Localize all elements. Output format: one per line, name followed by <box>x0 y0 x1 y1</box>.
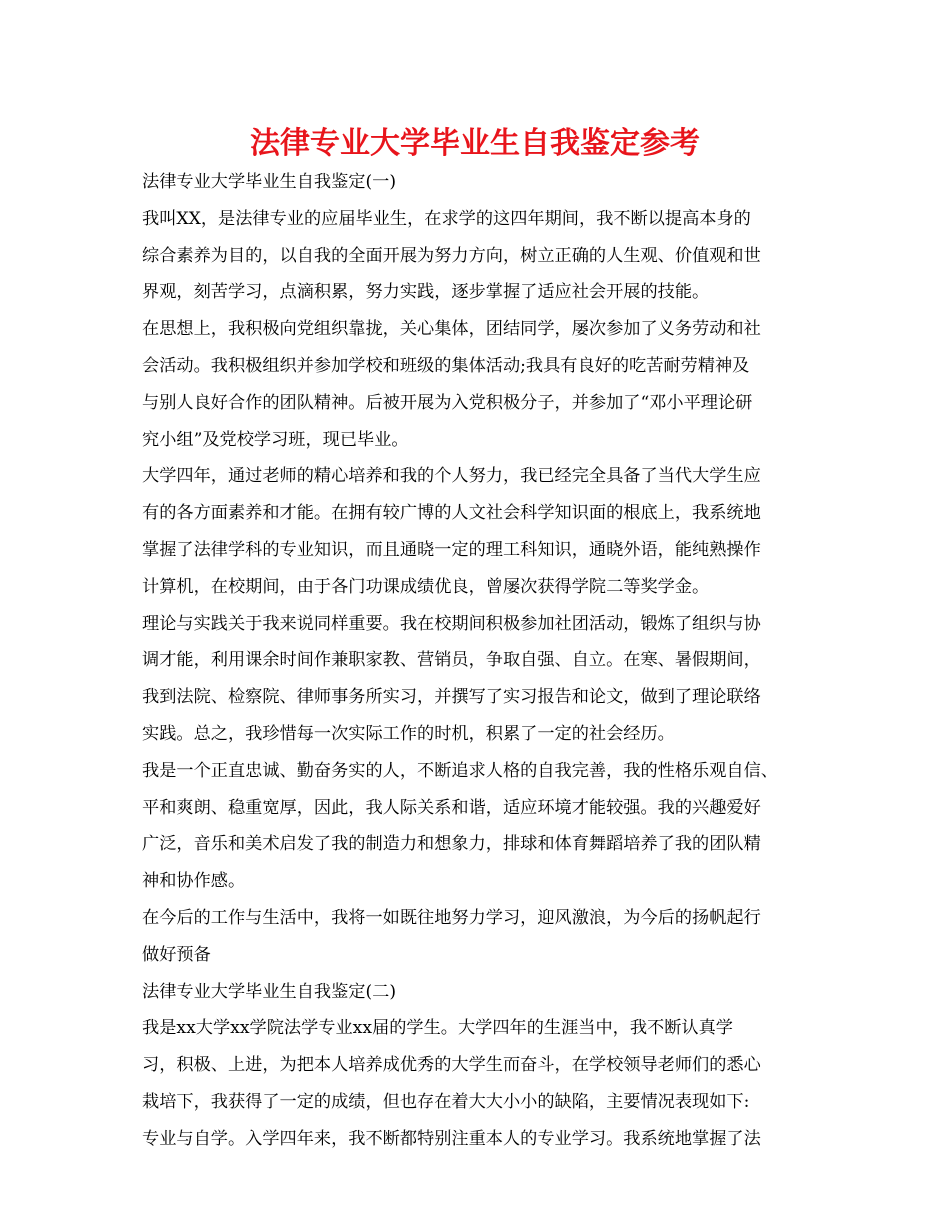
body-line: 法律专业大学毕业生自我鉴定(二) <box>142 981 397 1002</box>
body-line: 在思想上，我积极向党组织靠拢，关心集体，团结同学，屡次参加了义务劳动和社 <box>142 319 761 340</box>
body-line: 有的各方面素养和才能。在拥有较广博的人文社会科学知识面的根底上，我系统地 <box>142 503 761 524</box>
body-line: 我是一个正直忠诚、勤奋务实的人，不断追求人格的自我完善，我的性格乐观自信、 <box>142 760 778 781</box>
body-line: 综合素养为目的，以自我的全面开展为努力方向，树立正确的人生观、价值观和世 <box>142 245 761 266</box>
body-line: 我是xx大学xx学院法学专业xx届的学生。大学四年的生涯当中，我不断认真学 <box>142 1018 733 1039</box>
document-body <box>142 164 822 1158</box>
body-line: 我叫XX，是法律专业的应届毕业生，在求学的这四年期间，我不断以提高本身的 <box>142 208 751 229</box>
body-line: 法律专业大学毕业生自我鉴定(一) <box>142 172 397 192</box>
body-line: 究小组”及党校学习班，现已毕业。 <box>142 429 409 450</box>
body-line: 习，积极、上进，为把本人培养成优秀的大学生而奋斗，在学校领导老师们的悉心 <box>142 1055 761 1076</box>
body-line: 在今后的工作与生活中，我将一如既往地努力学习，迎风激浪，为今后的扬帆起行 <box>142 907 761 928</box>
body-line: 掌握了法律学科的专业知识，而且通晓一定的理工科知识，通晓外语，能纯熟操作 <box>142 539 761 560</box>
body-line: 专业与自学。入学四年来，我不断都特别注重本人的专业学习。我系统地掌握了法 <box>142 1128 761 1149</box>
body-line: 界观，刻苦学习，点滴积累，努力实践，逐步掌握了适应社会开展的技能。 <box>142 282 710 303</box>
body-line: 实践。总之，我珍惜每一次实际工作的时机，积累了一定的社会经历。 <box>142 723 675 744</box>
body-line: 做好预备 <box>142 944 211 965</box>
body-line: 大学四年，通过老师的精心培养和我的个人努力，我已经完全具备了当代大学生应 <box>142 466 761 487</box>
document-title: 法律专业大学毕业生自我鉴定参考 <box>250 126 700 161</box>
body-line: 我到法院、检察院、律师事务所实习，并撰写了实习报告和论文，做到了理论联络 <box>142 687 761 708</box>
body-line: 调才能，利用课余时间作兼职家教、营销员，争取自强、自立。在寒、暑假期间， <box>142 650 761 671</box>
body-line: 理论与实践关于我来说同样重要。我在校期间积极参加社团活动，锻炼了组织与协 <box>142 613 761 634</box>
body-line: 平和爽朗、稳重宽厚，因此，我人际关系和谐，适应环境才能较强。我的兴趣爱好 <box>142 797 761 818</box>
body-line: 广泛，音乐和美术启发了我的制造力和想象力，排球和体育舞蹈培养了我的团队精 <box>142 834 761 855</box>
body-line: 神和协作感。 <box>142 871 246 892</box>
body-line: 与别人良好合作的团队精神。后被开展为入党积极分子，并参加了“邓小平理论研 <box>142 392 753 413</box>
body-line: 会活动。我积极组织并参加学校和班级的集体活动;我具有良好的吃苦耐劳精神及 <box>142 355 750 376</box>
body-line: 栽培下，我获得了一定的成绩，但也存在着大大小小的缺陷，主要情况表现如下: <box>142 1091 750 1112</box>
body-line: 计算机，在校期间，由于各门功课成绩优良，曾屡次获得学院二等奖学金。 <box>142 576 710 597</box>
